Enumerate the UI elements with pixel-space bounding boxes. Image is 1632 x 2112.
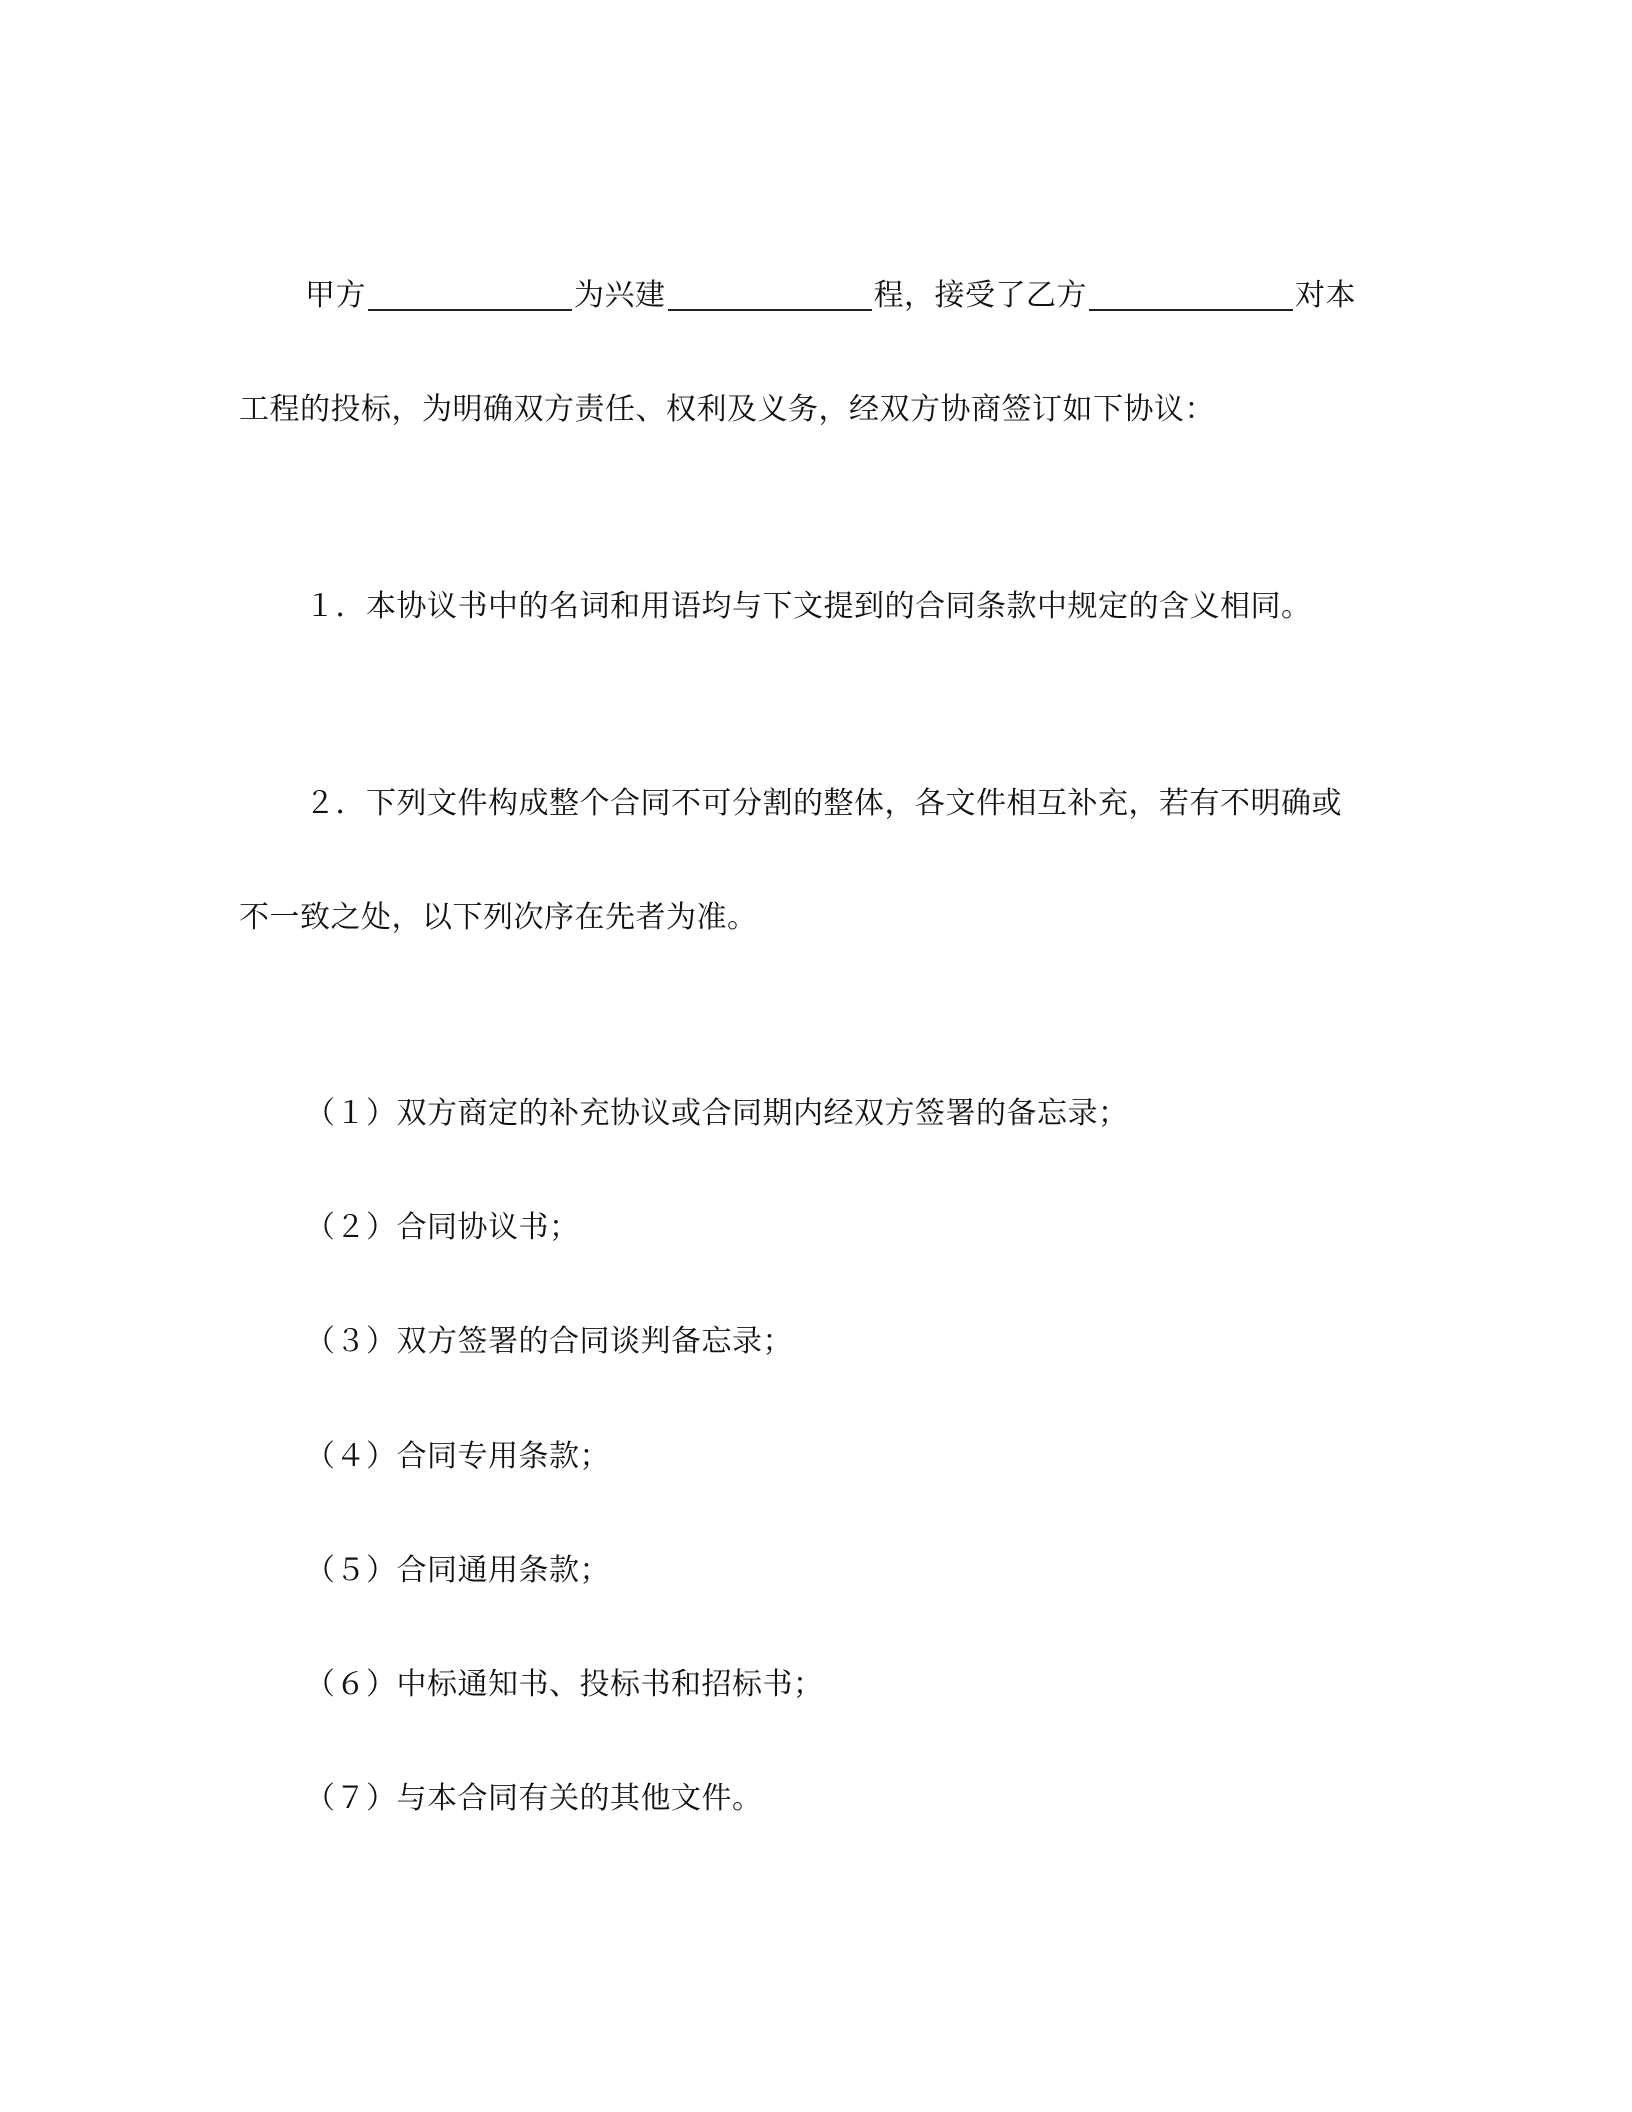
intro-line-2: 工程的投标，为明确双方责任、权利及义务，经双方协商签订如下协议： [239,392,1215,427]
party-b-blank [1089,279,1293,311]
intro-build-label: 为兴建 [574,278,666,313]
list-item: （７）与本合同有关的其他文件。 [305,1781,763,1816]
project-blank [668,279,872,311]
intro-line-1 [305,276,1356,316]
list-item: （５）合同通用条款； [305,1553,610,1588]
party-a-blank [368,279,572,311]
intro-party-a-label: 甲方 [305,278,366,313]
intro-tail-label: 对本 [1295,278,1356,313]
intro-accept-label: 程，接受了乙方 [873,278,1087,313]
list-item: （４）合同专用条款； [305,1439,610,1474]
list-item: （２）合同协议书； [305,1210,580,1245]
clause-2-line-1: ２．下列文件构成整个合同不可分割的整体，各文件相互补充，若有不明确或 [305,786,1342,821]
list-item: （３）双方签署的合同谈判备忘录； [305,1324,793,1359]
list-item: （１）双方商定的补充协议或合同期内经双方签署的备忘录； [305,1096,1129,1131]
list-item: （６）中标通知书、投标书和招标书； [305,1667,824,1702]
clause-1: １．本协议书中的名词和用语均与下文提到的合同条款中规定的含义相同。 [305,589,1312,624]
clause-2-line-2: 不一致之处，以下列次序在先者为准。 [239,900,758,935]
